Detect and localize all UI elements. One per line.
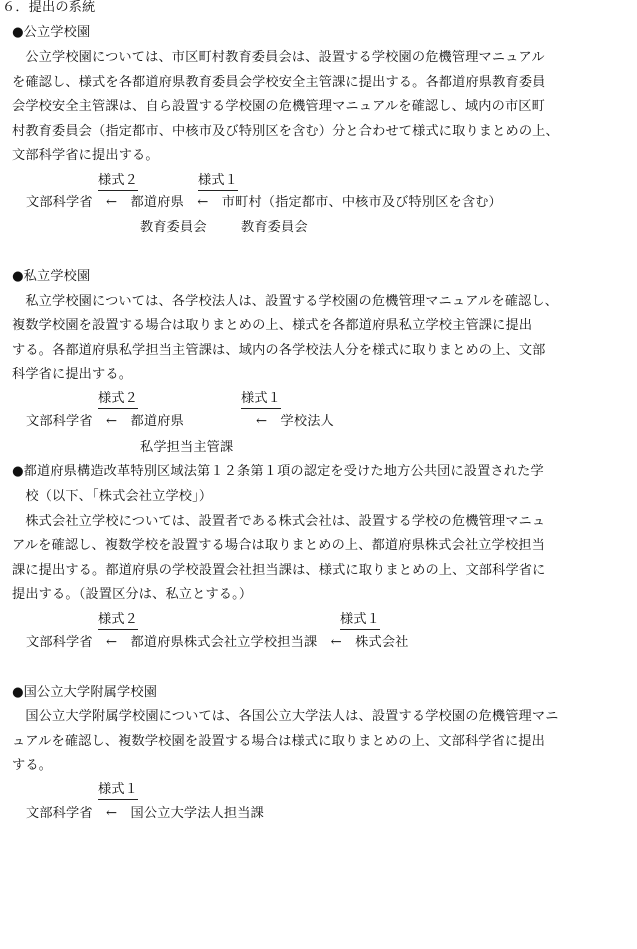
national-paragraph-line: する。 <box>12 758 53 773</box>
national-title: ●国公立大学附属学校園 <box>12 685 158 700</box>
public-paragraph-line: 会学校安全主管課は、自ら設置する学校園の危機管理マニュアルを確認し、域内の市区町 <box>12 99 545 114</box>
private-flow-right: ← 学校法人 <box>256 414 334 429</box>
corporate-form-2-label: 様式２ <box>98 611 138 630</box>
private-paragraph-line: 私立学校園については、各学校法人は、設置する学校園の危機管理マニュアルを確認し、 <box>12 294 559 309</box>
public-form-1-label: 様式１ <box>198 172 238 191</box>
public-form-2-label: 様式２ <box>98 172 138 191</box>
public-flow-line: 文部科学省 ← 都道府県 ← 市町村（指定都市、中核市及び特別区を含む） <box>26 195 502 210</box>
private-flow-sub: 私学担当主管課 <box>140 440 234 455</box>
national-flow-line: 文部科学省 ← 国公立大学法人担当課 <box>26 806 264 821</box>
private-flow-left: 文部科学省 ← 都道府県 <box>26 414 184 429</box>
private-paragraph-line: する。各都道府県私学担当主管課は、域内の各学校法人分を様式に取りまとめの上、文部 <box>12 343 546 358</box>
corporate-paragraph-line: 課に提出する。都道府県の学校設置会社担当課は、様式に取りまとめの上、文部科学省に <box>12 563 546 578</box>
private-form-1-label: 様式１ <box>241 390 281 409</box>
corporate-paragraph-line: 株式会社立学校については、設置者である株式会社は、設置する学校の危機管理マニュ <box>12 514 546 529</box>
public-paragraph-line: 公立学校園については、市区町村教育委員会は、設置する学校園の危機管理マニュアル <box>12 50 545 65</box>
corporate-flow-line: 文部科学省 ← 都道府県株式会社立学校担当課 ← 株式会社 <box>26 635 409 650</box>
private-paragraph-line: 複数学校園を設置する場合は取りまとめの上、様式を各都道府県私立学校主管課に提出 <box>12 318 533 333</box>
private-title: ●私立学校園 <box>12 269 91 284</box>
corporate-form-1-label: 様式１ <box>340 611 380 630</box>
public-paragraph-line: 文部科学省に提出する。 <box>12 148 159 163</box>
corporate-paragraph-line: アルを確認し、複数学校を設置する場合は取りまとめの上、都道府県株式会社立学校担当 <box>12 538 545 553</box>
public-paragraph-line: 村教育委員会（指定都市、中核市及び特別区を含む）分と合わせて様式に取りまとめの上、 <box>12 124 559 139</box>
section-heading: ６．提出の系統 <box>2 0 96 15</box>
public-flow-sub-prefecture: 教育委員会 <box>140 220 207 235</box>
national-paragraph-line: ュアルを確認し、複数学校園を設置する場合は様式に取りまとめの上、文部科学省に提出 <box>12 734 545 749</box>
public-title: ●公立学校園 <box>12 25 91 40</box>
national-form-1-label: 様式１ <box>98 781 138 800</box>
private-paragraph-line: 科学省に提出する。 <box>12 367 133 382</box>
public-flow-sub-municipality: 教育委員会 <box>241 220 308 235</box>
corporate-paragraph-line: 提出する。（設置区分は、私立とする。） <box>12 587 253 602</box>
corporate-title-line: ●都道府県構造改革特別区域法第１２条第１項の認定を受けた地方公共団に設置された学 <box>12 464 544 479</box>
corporate-title-line: 校（以下、「株式会社立学校」） <box>12 489 213 504</box>
public-paragraph-line: を確認し、様式を各都道府県教育委員会学校安全主管課に提出する。各都道府県教育委員 <box>12 75 546 90</box>
private-form-2-label: 様式２ <box>98 390 138 409</box>
national-paragraph-line: 国公立大学附属学校園については、各国公立大学法人は、設置する学校園の危機管理マニ <box>12 709 559 724</box>
